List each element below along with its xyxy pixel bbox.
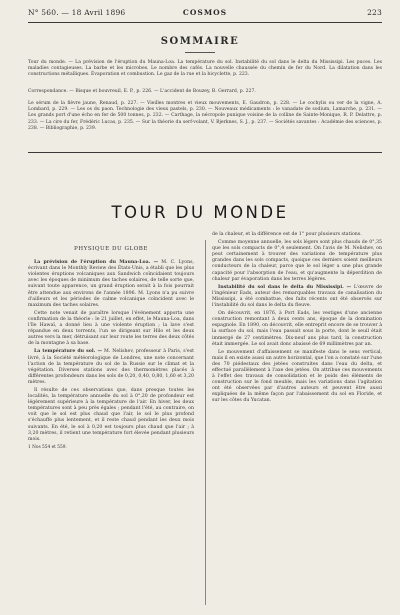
paragraph-text: Comme moyenne annuelle, les sols légers sont plus chauds de 0°,35 que les sols compacts de 0°,4 seulement. On l'avis de M. Nelishev, on peut certainement à trouver des variations de température plus grandes dans les sols compacts, quoique ces derniers soient meilleurs conducteurs de la chaleur, parce que le sol léger a une plus grande capacité pour l'absorption de l'eau, et qu'augmente la déperdition de chaleur par évaporation dans les terres légères. xyxy=(212,240,382,282)
article-paragraph xyxy=(28,311,194,348)
column-divider xyxy=(205,240,206,605)
paragraph-text: Cette note venait de paraître lorsque l'événement apporta une confirmation de la théorie : le 21 juillet, en effet, le Mauna-Loa, dans l'île Hawaï, a donné lieu à une violente éruption ; la lave s'est répandue en deux torrents, l'un se dirigeant sur Hilo et les deux autres vers la mer, détruisant sur leur route les terres des deux côtés de la montagne à sa base. xyxy=(28,310,194,347)
article-paragraph xyxy=(212,240,382,283)
sommaire-heading: SOMMAIRE xyxy=(160,36,240,47)
run-in-head: La prévision de l'éruption du Mauna-Loa. — xyxy=(34,260,159,266)
sommaire-bottom-rule xyxy=(28,152,382,153)
left-column xyxy=(28,246,194,453)
article-paragraph xyxy=(212,285,382,309)
sommaire-paragraph-3: Le sérum de la fièvre jaune, Renaud, p. 227. — Vieilles montres et vieux mouvements, E. Gaudron, p. 228. — Le cochylis ou ver de la vigne, A. Lombard, p. 229. — Les os du paon. Technologie des vieux pastels, p. 230. — Nouveaux médicaments : le vanadate de sodium, Lamarche, p. 231. — Les grands port d'une écho en fer de 500 tonnes, p. 232. — Carthage, la nécropole punique voisine de la colline de Sainte-Monique, R. P. Delattre, p. 233. — La cire du fer, Frédéric Lucas, p. 235. — Sur la théorie du serf-volant, V. Bjerknes, S. J., p. 237. — Sociétés savantes : Académie des sciences, p. 238. — Bibliographie, p. 239. xyxy=(28,101,382,131)
article-paragraph xyxy=(212,350,382,405)
sommaire-rule xyxy=(185,52,215,53)
paragraph-text: Il résulte de ces observations que, dans presque toutes les localités, la température annuelle du sol à 0°,20 de profondeur est légèrement supérieure à la température de l'air. En hiver, les deux températures sont à peu près égales ; pendant l'été, au contraire, on voit que le sol est plus chaud que l'air, le sol le plus profond s'échauffe plus lentement, et il reste chaud pendant les deux mois suivants. En été, le sol à 0,20 est toujours plus chaud que l'air ; à 3,20 mètres, il retient une température fort élevée pendant plusieurs mois. xyxy=(28,387,194,442)
section-heading: PHYSIQUE DU GLOBE xyxy=(74,246,148,252)
article-paragraph xyxy=(28,260,194,309)
run-in-head: Instabilité du sol dans le delta du Mississipi. — xyxy=(218,284,352,290)
page-number: 223 xyxy=(367,8,382,17)
sommaire-paragraph-1: Tour du monde. — La prévision de l'éruption du Mauna-Loa. La température du sol. Instabilité du sol dans le delta du Mississipi. Les puces. Les maladies contagieuses. La barbe et les microbes. Le nombre des cafés. La nouvelle chaussée du chemin de fer du Nord. La dilatation dans les constructions métalliques. Évaporation et combustion. Le gaz de la rue et la bicyclette, p. 223. xyxy=(28,60,382,78)
run-in-head: La température du sol. — xyxy=(34,349,103,355)
article-paragraph xyxy=(212,311,382,348)
article-paragraph xyxy=(28,349,194,386)
right-column xyxy=(212,232,382,407)
article-paragraph xyxy=(212,232,382,238)
journal-name: COSMOS xyxy=(182,8,228,17)
article-paragraph xyxy=(28,388,194,443)
paragraph-text: M. C. Lyons, écrivant dans le Monthly Review des États-Unis, a établi que les plus violentes éruptions volcaniques aux Sandwich coïncidaient toujours avec les époques de minimum des taches solaires, de telle sorte que, suivant toute apparence, un grand éruption serait à la fois pourrait être attendue aux environs de l'année 1896. M. Lyons n'a pu suivre d'ailleurs et les périodes de calme volcanique coïncident avec le maximum des taches solaires. xyxy=(28,260,194,308)
paragraph-text: Le mouvement d'affaissement se manifeste dans le sens vertical, mais il en existe aussi un autre horizontal, que l'on a constaté sur l'une des 70 piédestaux des jetées construites dans l'eau du delta, et effectué parallèlement à l'axe des jetées. On attribue ces mouvements à l'effet des travaux de consolidation et le poids des éléments de construction sur le fond meuble, mais les variations dans l'agitation ont été observées par d'autres auteurs et peuvent être aussi expliquées de la même façon par l'abaissement du sol en Floride, et sur les côtes du Yucatan. xyxy=(212,349,382,404)
header-rule xyxy=(28,22,382,23)
section-title: TOUR DU MONDE xyxy=(111,203,289,222)
running-header xyxy=(28,8,382,20)
sommaire-paragraph-2: Correspondance. — Bisque et bouvreuil, E. P., p. 226. — L'accident de Bouzey, B. Gerrard, p. 227. xyxy=(28,89,256,94)
issue-number: N° 560. — 18 Avril 1896 xyxy=(28,8,126,17)
paragraph-text: L'œuvre de l'ingénieur Eads, auteur des remarquables travaux de canalisation du Mississipi, a été combattue, des faits récents ont été observés sur l'instabilité du sol dans le delta du fleuve. xyxy=(212,284,382,309)
paragraph-text: de la chaleur, et la différence est de 1° pour plusieurs stations. xyxy=(212,232,362,237)
paragraph-text: On découvrit, en 1876, à Port Eads, les vestiges d'une ancienne construction remontant à deux cents ans, époque de la domination espagnole. En 1890, on découvrit, elle entreprit encore de se trouver à la surface du sol, mais l'eau passait sous la porte, dont le seuil était immergé de 27 centimètres. Dix-neuf ans plus tard, la construction était immergée. Le sol avait donc abaissé de 69 millimètres par an. xyxy=(212,311,382,347)
footnote: 1 Nos 554 et 559. xyxy=(28,444,67,450)
paragraph-text: M. Nelishev, professeur à Paris, s'est livré, à la Société météorologique de Londres, une note concernant l'action de la température du sol de la Russie sur le climat et la végétation. Diverses stations avec des thermomètres placés à différentes profondeurs dans les sols de 0,20, 0,40, 0,80, 1,60 et 3,20 mètres. xyxy=(28,349,194,385)
